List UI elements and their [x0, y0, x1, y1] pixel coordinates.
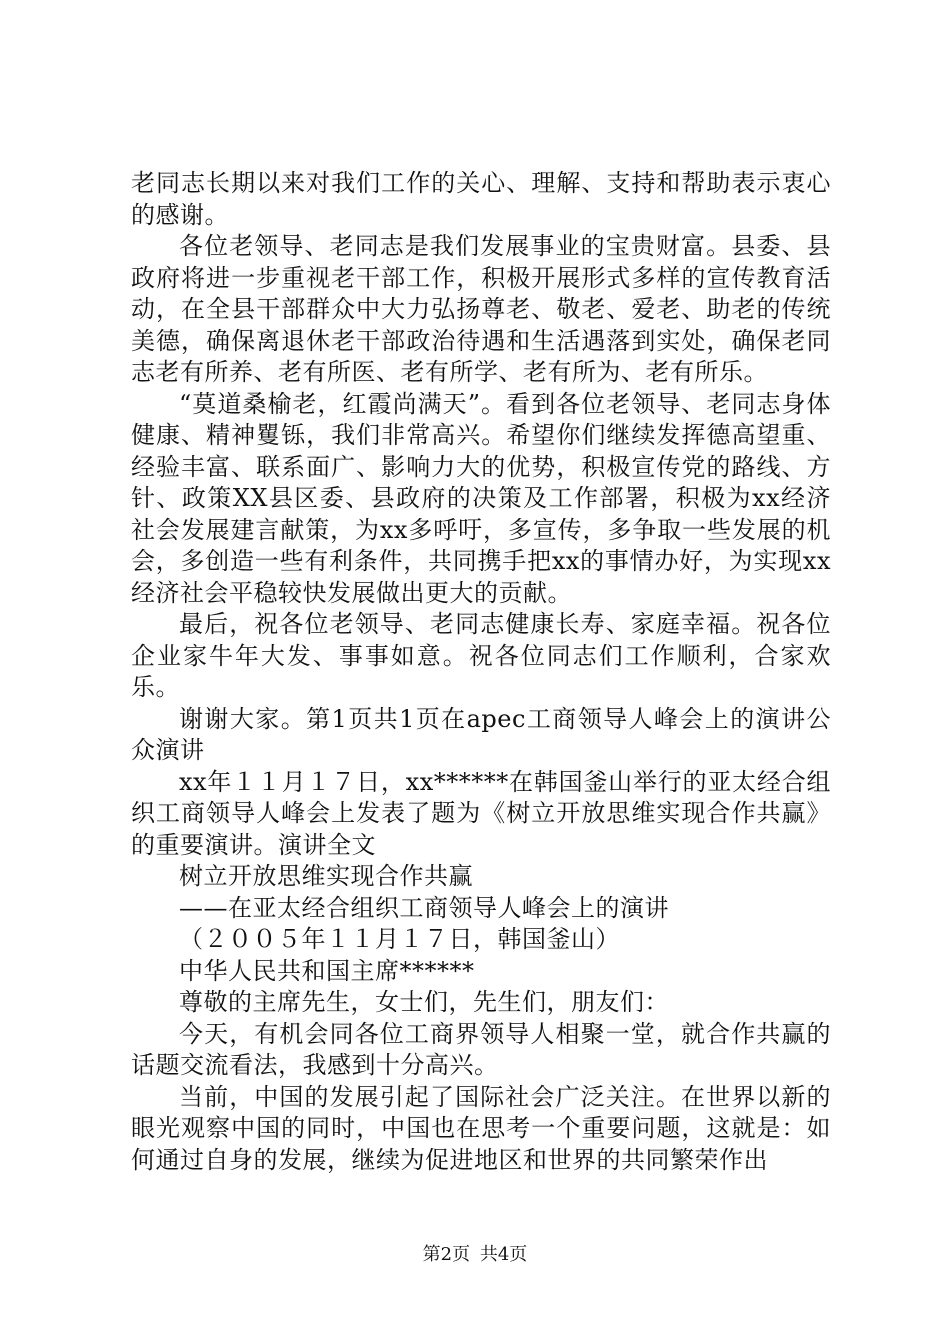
paragraph-1: 老同志长期以来对我们工作的关心、理解、支持和帮助表示衷心的感谢。 [131, 169, 831, 229]
page-footer [0, 1243, 950, 1267]
page-number: 第2页 [422, 1244, 471, 1265]
page-total: 共4页 [479, 1244, 528, 1265]
paragraph-2: 各位老领导、老同志是我们发展事业的宝贵财富。县委、县政府将进一步重视老干部工作，积极开展形式多样的宣传教育活动，在全县干部群众中大力弘扬尊老、敬老、爱老、助老的传统美德，确保离退休老干部政治待遇和生活遇落到实处，确保老同志老有所养、老有所医、老有所学、老有所为、老有所乐。 [131, 232, 831, 386]
paragraph-3: “莫道桑榆老，红霞尚满天”。看到各位老领导、老同志身体健康、精神矍铄，我们非常高兴。希望你们继续发挥德高望重、经验丰富、联系面广、影响力大的优势，积极宣传党的路线、方针、政策XX县区委、县政府的决策及工作部署，积极为xx经济社会发展建言献策，为xx多呼吁，多宣传，多争取一些发展的机会，多创造一些有利条件，共同携手把xx的事情办好，为实现xx经济社会平稳较快发展做出更大的贡献。 [131, 389, 831, 607]
paragraph-13: 当前，中国的发展引起了国际社会广泛关注。在世界以新的眼光观察中国的同时，中国也在思考一个重要问题，这就是：如何通过自身的发展，继续为促进地区和世界的共同繁荣作出 [131, 1082, 831, 1174]
paragraph-6: xx年１１月１７日，xx******在韩国釜山举行的亚太经合组织工商领导人峰会上发表了题为《树立开放思维实现合作共赢》的重要演讲。演讲全文 [131, 767, 831, 859]
speech-subtitle: ——在亚太经合组织工商领导人峰会上的演讲 [179, 893, 669, 922]
paragraph-12: 今天，有机会同各位工商界领导人相聚一堂，就合作共赢的话题交流看法，我感到十分高兴。 [131, 1019, 831, 1079]
speaker-line: 中华人民共和国主席****** [179, 956, 475, 985]
document-body [131, 168, 831, 1176]
paragraph-4: 最后，祝各位老领导、老同志健康长寿、家庭幸福。祝各位企业家牛年大发、事事如意。祝各位同志们工作顺利，合家欢乐。 [131, 610, 831, 701]
paragraph-5: 谢谢大家。第1页共1页在apec工商领导人峰会上的演讲公众演讲 [131, 704, 831, 764]
speech-date: （２００５年１１月１７日，韩国釜山） [179, 925, 620, 953]
salutation: 尊敬的主席先生，女士们，先生们，朋友们： [179, 988, 669, 1016]
speech-title: 树立开放思维实现合作共赢 [179, 862, 473, 890]
